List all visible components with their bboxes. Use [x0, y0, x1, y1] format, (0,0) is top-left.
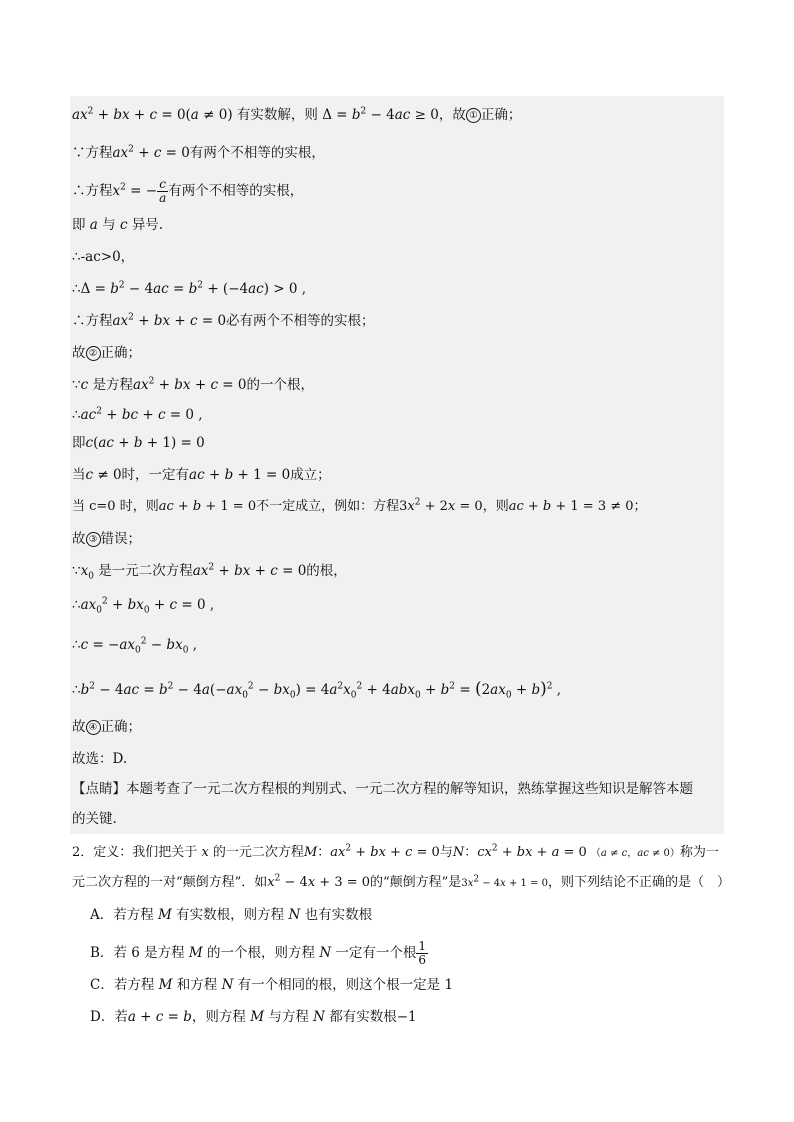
condition: （a ≠ c，ac ≠ 0）: [590, 848, 680, 859]
question-2-line-2: [72, 874, 730, 893]
equation: c ≠ 0: [85, 467, 122, 483]
text: A．若方程: [90, 907, 154, 923]
text: ，故: [438, 107, 466, 123]
solution-line-19: [72, 718, 141, 736]
solution-line-21: [72, 780, 693, 798]
text: 故: [72, 719, 86, 735]
solution-line-7: [72, 312, 375, 330]
text: ∵方程: [72, 145, 113, 161]
question-2-line-1: 2．定义：我们把关于 x 的一元二次方程M：$ax^2$ + bx + c = 0与N：$cx^2$ + bx + a = 0 （a ≠ c，ac ≠ 0）称为一: [72, 843, 719, 860]
equation: $ac^2$ + bc + c = 0 ,: [80, 406, 203, 423]
text: 元二次方程的一对“颠倒方程”．如: [72, 875, 268, 890]
circled-number: ②: [86, 346, 101, 361]
solution-line-12: [72, 466, 331, 484]
text: ，则下列结论不正确的是（ ）: [548, 875, 731, 890]
text: 与: [439, 845, 453, 860]
text: 【点睛】本题考查了一元二次方程根的判别式、一元二次方程的解等知识，熟练掌握这些知识是解答本题: [72, 781, 693, 797]
solution-line-20: [72, 750, 127, 768]
text: 错误；: [100, 531, 141, 547]
solution-line-11: [72, 434, 205, 452]
solution-line-13: [72, 498, 647, 516]
option-c: C．若方程 M 和方程 N 有一个相同的根，则这个根一定是 1: [90, 977, 454, 993]
text: ，则: [482, 499, 509, 514]
text: ∴-ac>0，: [72, 249, 135, 265]
equation: $ax^2$ + bx + c = 0: [330, 843, 440, 860]
text: 故: [72, 345, 86, 361]
solution-line-22: [72, 810, 117, 828]
text: 正确；: [100, 719, 141, 735]
text: 有两个不相等的实根，: [168, 183, 304, 199]
equation: $ax^2$ + bx + c = 0: [132, 376, 247, 393]
equation: $ax^2$ + bx + c = 0: [192, 562, 307, 579]
solution-line-15: $\because x_0$ 是一元二次方程$ax^2$ + bx + c = 0的根，: [72, 562, 347, 582]
equation: $ax_0^2 + bx_0 + c = 0$ ,: [80, 596, 215, 616]
circled-number: ④: [86, 720, 101, 735]
text: 也有实数根: [304, 907, 373, 923]
text: ∴: [72, 407, 81, 423]
text: C．若方程: [90, 977, 155, 993]
shaded-block-main: [70, 208, 724, 834]
text: 定义：我们把关于: [93, 845, 198, 860]
equation: $b^2 - 4ac = b^2 - 4a(-ax_0^2 - bx_0) = 4a^2x_0^2 + 4abx_0 + b^2 = (2ax_0 + b)^2$ ,: [80, 679, 562, 701]
solution-line-4: 即 a 与 c 异号.: [72, 217, 164, 233]
text: 有一个相同的根，则这个根一定是 1: [237, 977, 454, 993]
solution-line-1: [72, 106, 521, 124]
fraction-one-sixth: $\frac{1}{6}$: [418, 939, 427, 967]
text: 的“颠倒方程”是: [370, 875, 462, 890]
text: ∴: [72, 637, 81, 653]
equation: $c = -ax_0^2 - bx_0$ ,: [80, 636, 198, 656]
text: 异号.: [131, 217, 164, 233]
equation: ac + b + 1 = 0: [158, 499, 257, 514]
text: 必有两个不相等的实根；: [226, 313, 375, 329]
equation: $3x^2 - 4x + 1 = 0$: [461, 874, 549, 889]
text: 与: [102, 217, 116, 233]
text: 一定有一个根: [335, 945, 417, 961]
circled-number: ③: [86, 532, 101, 547]
text: 故: [72, 531, 86, 547]
text: 是方程: [92, 377, 133, 393]
text: ：: [317, 845, 331, 860]
solution-line-8: [72, 344, 141, 362]
equation: ac + b + 1 = 3 ≠ 0: [508, 499, 634, 514]
text: ∴方程: [72, 183, 113, 199]
text: 的一元二次方程: [212, 845, 304, 860]
text: ∴: [72, 597, 81, 613]
text: 有实数根，则方程: [176, 907, 285, 923]
equation: $x^2 - 4x + 3 = 0$: [267, 873, 371, 890]
text: 即: [72, 217, 86, 233]
equation: $3x^2 + 2x = 0$: [399, 497, 483, 514]
solution-line-9: ∵c 是方程$ax^2$ + bx + c = 0的一个根，: [72, 376, 314, 393]
text: 称为一: [679, 845, 719, 860]
solution-line-6: [72, 280, 306, 298]
solution-line-5: [72, 248, 134, 266]
equation: $\Delta = b^2 - 4ac = b^2 + (-4ac) > 0$ ,: [80, 280, 307, 297]
equation: $\Delta = b^2 - 4ac \ge 0$: [322, 106, 439, 123]
circled-number: ①: [466, 108, 481, 123]
text: 的一个根，: [246, 377, 314, 393]
solution-line-16: [72, 596, 214, 614]
text: 当 c=0 时，则: [72, 499, 159, 514]
text: 都有实数根: [329, 1009, 397, 1025]
solution-line-3: [72, 178, 303, 205]
text: 时，一定有: [121, 467, 190, 483]
solution-line-17: [72, 636, 197, 654]
text: ∴方程: [72, 313, 113, 329]
text: 和方程: [176, 977, 218, 993]
question-number: 2．: [72, 845, 94, 860]
equation: a + c = b: [127, 1009, 192, 1025]
text: 有两个不相等的实根，: [189, 145, 325, 161]
equation: $x^2$ = − $\frac{c}{a}$: [112, 177, 167, 205]
text: 成立；: [290, 467, 331, 483]
text: 是一元二次方程: [98, 563, 193, 579]
text: 即: [72, 435, 86, 451]
solution-line-14: [72, 530, 141, 548]
option-d: D．若a + c = b，则方程 M 与方程 N 都有实数根−1: [90, 1009, 417, 1025]
text: B．若 6 是方程: [90, 945, 185, 961]
text: ，则方程: [191, 1009, 246, 1025]
text: ∴: [72, 281, 81, 297]
solution-line-2: [72, 144, 325, 162]
text: 的关键.: [72, 811, 117, 827]
option-a: A．若方程 M 有实数根，则方程 N 也有实数根: [90, 907, 373, 923]
text: ；: [633, 499, 647, 514]
text: 的一个根，则方程: [207, 945, 316, 961]
solution-line-18: [72, 680, 561, 699]
equation: ac + b + 1 = 0: [189, 467, 291, 483]
solution-line-10: [72, 406, 203, 424]
equation: $ax^2 + c = 0$: [112, 144, 190, 161]
text: 当: [72, 467, 86, 483]
text: ∵: [72, 563, 81, 579]
text: D．若: [90, 1009, 128, 1025]
text: 正确；: [480, 107, 522, 123]
text: ∵: [72, 377, 81, 393]
equation: $cx^2$ + bx + a = 0: [477, 843, 587, 860]
text: 正确；: [100, 345, 141, 361]
text: ∴: [72, 682, 81, 698]
text: 与方程: [268, 1009, 309, 1025]
text: −1: [396, 1009, 417, 1025]
equation: $ax^2$ + bx + c = 0(a ≠ 0): [72, 106, 233, 123]
text: 不一定成立，例如：方程: [256, 499, 400, 514]
text: 故选：D.: [72, 751, 128, 767]
text: 有实数解，则: [236, 107, 318, 123]
equation: $ax^2$ + bx + c = 0: [112, 312, 227, 329]
text: 的根，: [306, 563, 347, 579]
text: ：: [464, 845, 478, 860]
option-b: B．若 6 是方程 M 的一个根，则方程 N 一定有一个根 $\frac{1}{6}$: [90, 939, 427, 967]
equation: c(ac + b + 1) = 0: [85, 435, 205, 451]
